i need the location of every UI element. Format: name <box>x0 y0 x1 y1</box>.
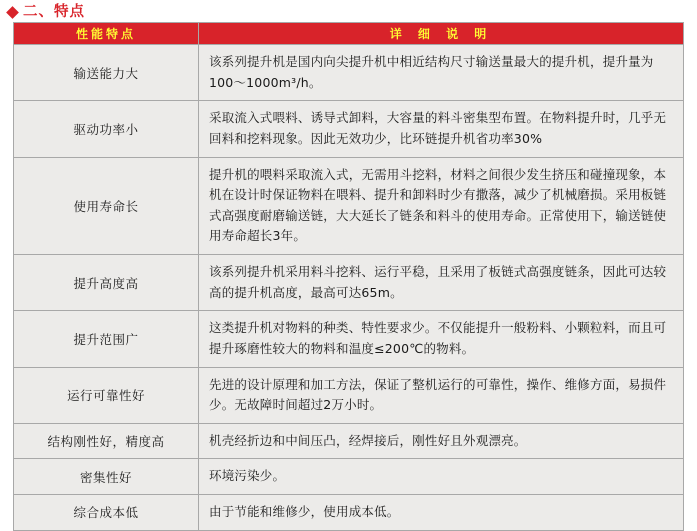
section-heading <box>0 0 697 22</box>
feature-cell: 使用寿命长 <box>14 157 199 255</box>
table-header-row <box>14 23 684 45</box>
feature-cell: 提升高度高 <box>14 255 199 311</box>
description-cell: 该系列提升机采用料斗挖料、运行平稳，且采用了板链式高强度链条，因此可达较高的提升机高度，最高可达65m。 <box>199 255 684 311</box>
description-cell: 机壳经折边和中间压凸，经焊接后，刚性好且外观漂亮。 <box>199 423 684 459</box>
table-row <box>14 311 684 367</box>
description-cell: 由于节能和维修少，使用成本低。 <box>199 495 684 531</box>
table-row <box>14 45 684 101</box>
feature-cell: 综合成本低 <box>14 495 199 531</box>
column-header-feature: 性能特点 <box>14 23 199 45</box>
description-cell: 采取流入式喂料、诱导式卸料，大容量的料斗密集型布置。在物料提升时，几乎无回料和挖料现象。因此无效功少，比环链提升机省功率30% <box>199 101 684 157</box>
table-row <box>14 367 684 423</box>
feature-cell: 密集性好 <box>14 459 199 495</box>
feature-cell: 驱动功率小 <box>14 101 199 157</box>
table-row <box>14 101 684 157</box>
feature-cell: 运行可靠性好 <box>14 367 199 423</box>
description-cell: 提升机的喂料采取流入式，无需用斗挖料，材料之间很少发生挤压和碰撞现象，本机在设计时保证物料在喂料、提升和卸料时少有撒落，减少了机械磨损。采用板链式高强度耐磨输送链，大大延长了链条和料斗的使用寿命。正常使用下，输送链使用寿命超长3年。 <box>199 157 684 255</box>
features-table <box>13 22 684 531</box>
column-header-description: 详 细 说 明 <box>199 23 684 45</box>
table-row <box>14 495 684 531</box>
feature-cell: 提升范围广 <box>14 311 199 367</box>
feature-cell: 结构刚性好，精度高 <box>14 423 199 459</box>
description-cell: 先进的设计原理和加工方法，保证了整机运行的可靠性，操作、维修方面，易损件少。无故障时间超过2万小时。 <box>199 367 684 423</box>
description-cell: 这类提升机对物料的种类、特性要求少。不仅能提升一般粉料、小颗粒料，而且可提升琢磨性较大的物料和温度≤200℃的物料。 <box>199 311 684 367</box>
table-row <box>14 157 684 255</box>
diamond-bullet-icon <box>6 6 19 19</box>
section-title-text: 二、特点 <box>23 3 85 20</box>
table-body <box>14 45 684 531</box>
table-row <box>14 459 684 495</box>
feature-cell: 输送能力大 <box>14 45 199 101</box>
table-row <box>14 423 684 459</box>
description-cell: 环境污染少。 <box>199 459 684 495</box>
description-cell: 该系列提升机是国内向尖提升机中相近结构尺寸输送量最大的提升机，提升量为100～1000m³/h。 <box>199 45 684 101</box>
table-row <box>14 255 684 311</box>
